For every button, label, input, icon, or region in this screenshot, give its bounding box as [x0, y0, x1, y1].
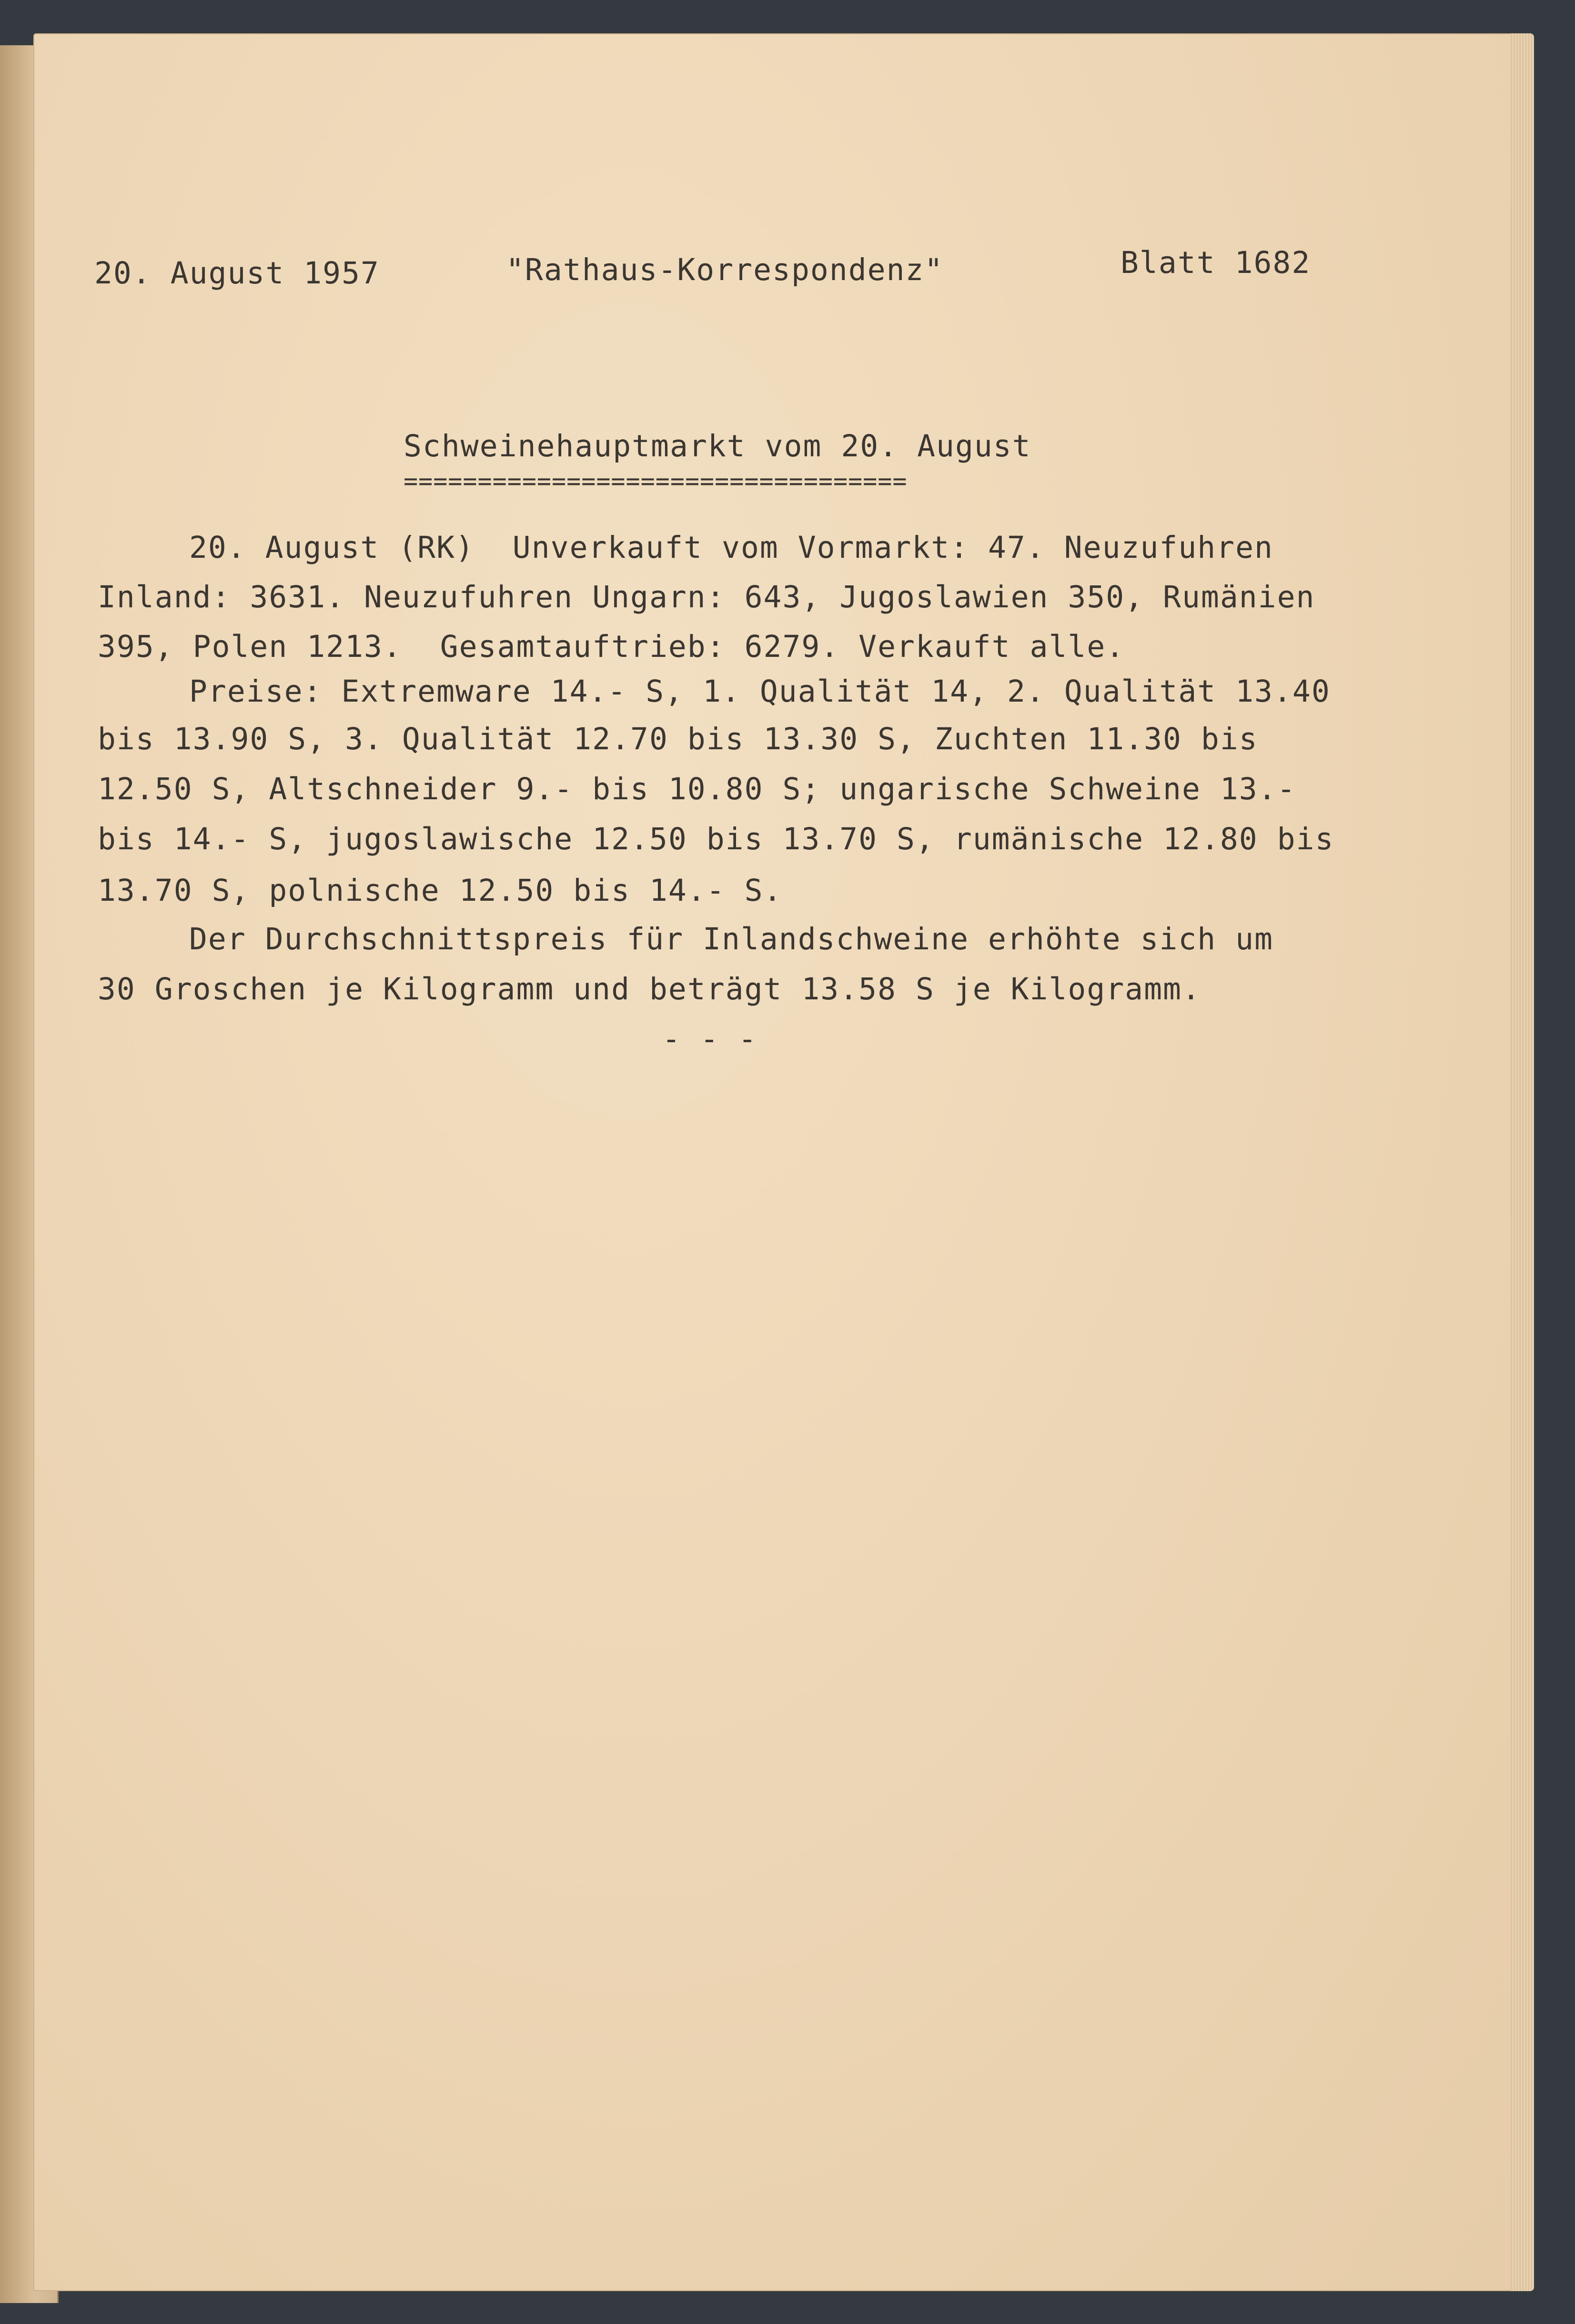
end-mark: - - - [662, 1022, 757, 1056]
body-line: Preise: Extremware 14.- S, 1. Qualität 14, 2. Qualität 13.40 [189, 674, 1331, 709]
body-line: 13.70 S, polnische 12.50 bis 14.- S. [98, 873, 783, 908]
header-sheet-number: Blatt 1682 [1121, 245, 1311, 280]
article-title: Schweinehauptmarkt vom 20. August [404, 429, 1031, 463]
title-underline: ================================== [404, 467, 908, 495]
body-line: bis 14.- S, jugoslawische 12.50 bis 13.70 S, rumänische 12.80 bis [98, 822, 1334, 856]
body-line: bis 13.90 S, 3. Qualität 12.70 bis 13.30 S, Zuchten 11.30 bis [98, 722, 1258, 756]
body-line: 20. August (RK) Unverkauft vom Vormarkt: 47. Neuzufuhren [189, 530, 1273, 565]
body-line: 30 Groschen je Kilogramm und beträgt 13.58 S je Kilogramm. [98, 972, 1201, 1006]
header-date: 20. August 1957 [94, 256, 380, 291]
body-line: Der Durchschnittspreis für Inlandschweine erhöhte sich um [189, 922, 1273, 956]
body-line: 395, Polen 1213. Gesamtauftrieb: 6279. Verkauft alle. [98, 629, 1125, 664]
body-line: Inland: 3631. Neuzufuhren Ungarn: 643, Jugoslawien 350, Rumänien [98, 580, 1315, 614]
header-publication: "Rathaus-Korrespondenz" [506, 252, 944, 287]
body-line: 12.50 S, Altschneider 9.- bis 10.80 S; ungarische Schweine 13.- [98, 772, 1296, 806]
